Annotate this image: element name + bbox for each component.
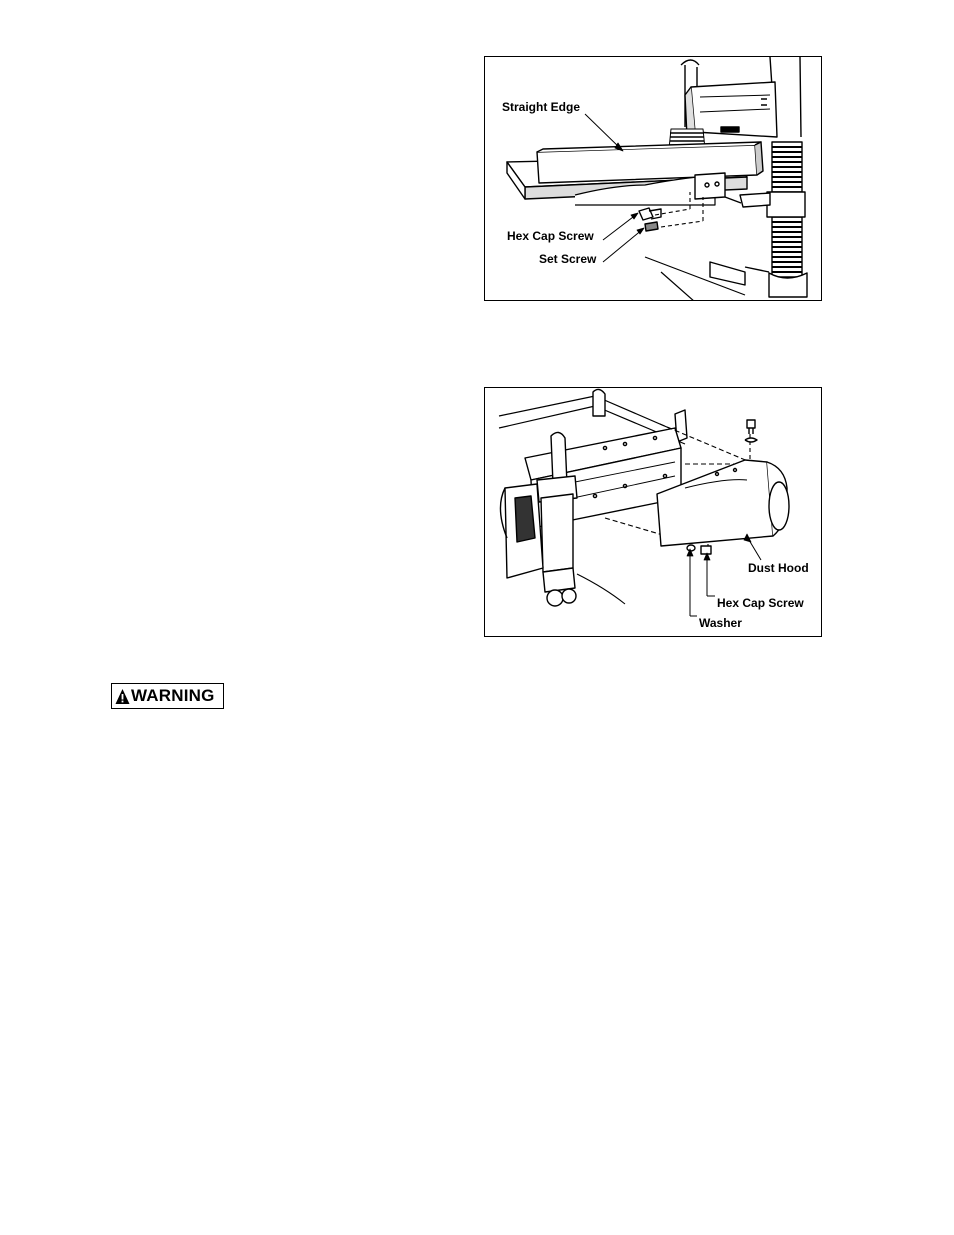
set-screw-label: Set Screw (539, 252, 597, 266)
straight-edge-label: Straight Edge (502, 100, 581, 114)
figure-table-straight-edge (484, 56, 822, 301)
dust-hood-label: Dust Hood (748, 561, 809, 575)
washer-label: Washer (699, 616, 742, 630)
hex-cap-screw-label: Hex Cap Screw (717, 596, 804, 610)
figure-dust-hood (484, 387, 822, 637)
hex-cap-screw-label: Hex Cap Screw (507, 229, 594, 243)
warning-triangle-icon (115, 688, 130, 705)
warning-badge (111, 683, 224, 709)
planer-table-illustration (485, 57, 822, 301)
warning-label: WARNING (131, 686, 215, 705)
